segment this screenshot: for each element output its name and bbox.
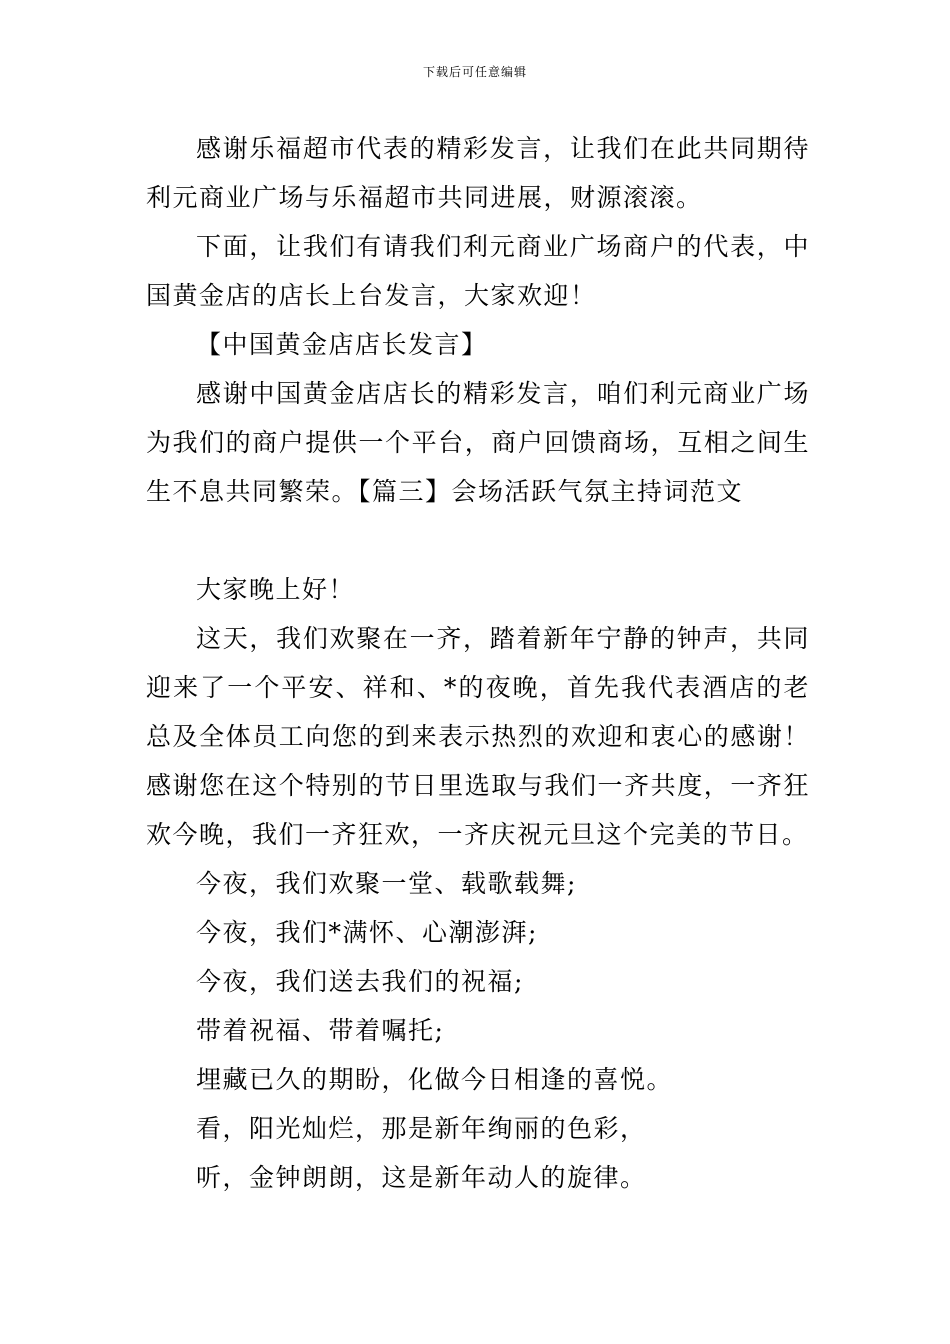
verse-line: 今夜，我们送去我们的祝福; bbox=[196, 967, 524, 996]
paragraph: 感谢乐福超市代表的精彩发言，让我们在此共同期待利元商业广场与乐福超市共同进展，财源滚滚。 bbox=[146, 134, 810, 212]
verse-line: 听，金钟朗朗，这是新年动人的旋律。 bbox=[196, 1163, 647, 1192]
paragraph: 感谢中国黄金店店长的精彩发言，咱们利元商业广场为我们的商户提供一个平台，商户回馈商场，互相之间生生不息共同繁荣。【篇三】会场活跃气氛主持词范文 bbox=[146, 379, 810, 506]
verse-line: 看，阳光灿烂，那是新年绚丽的色彩， bbox=[196, 1114, 647, 1143]
verse-line: 今夜，我们*满怀、心潮澎湃; bbox=[196, 918, 538, 947]
paragraph: 这天，我们欢聚在一齐，踏着新年宁静的钟声，共同迎来了一个平安、祥和、*的夜晚，首先我代表酒店的老总及全体员工向您的到来表示热烈的欢迎和衷心的感谢！感谢您在这个特别的节日里选取与我们一齐共度，一齐狂欢今晚，我们一齐狂欢，一齐庆祝元旦这个完美的节日。 bbox=[146, 624, 810, 849]
section-heading: 【中国黄金店店长发言】 bbox=[196, 330, 488, 359]
document-body bbox=[146, 124, 810, 1202]
page-header: 下载后可任意编辑 bbox=[422, 65, 527, 79]
blank-line bbox=[146, 516, 810, 565]
paragraph: 下面，让我们有请我们利元商业广场商户的代表，中国黄金店的店长上台发言，大家欢迎！ bbox=[146, 232, 810, 310]
verse-line: 埋藏已久的期盼，化做今日相逢的喜悦。 bbox=[196, 1065, 674, 1094]
verse-line: 带着祝福、带着嘱托; bbox=[196, 1016, 445, 1045]
greeting: 大家晚上好！ bbox=[196, 575, 356, 604]
verse-line: 今夜，我们欢聚一堂、载歌载舞; bbox=[196, 869, 577, 898]
